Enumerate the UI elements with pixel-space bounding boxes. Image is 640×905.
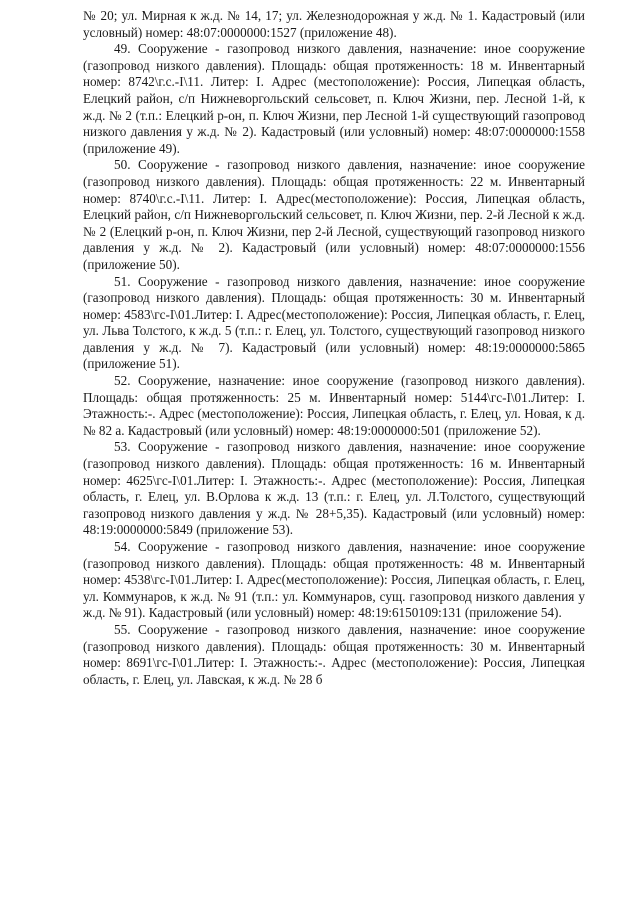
paragraph-item-51: 51. Сооружение - газопровод низкого давления, назначение: иное сооружение (газопровод низкого давления). Площадь: общая протяженность: 30 м. Инвентарный номер: 4583\гс-I\01.Литер: I. Адрес(местоположение): Россия, Липецкая область, г. Елец, ул. Льва Толстого, к ж.д. 5 (т.п.: г. Елец, ул. Толстого, существующий газопровод низкого давления у ж.д. № 7). Кадастровый (или условный) номер: 48:19:0000000:5865 (приложение 51). [83, 273, 585, 372]
paragraph-48-continuation: № 20; ул. Мирная к ж.д. № 14, 17; ул. Железнодорожная у ж.д. № 1. Кадастровый (или условный) номер: 48:07:0000000:1527 (приложение 48). [83, 8, 585, 40]
paragraph-item-53: 53. Сооружение - газопровод низкого давления, назначение: иное сооружение (газопровод низкого давления). Площадь: общая протяженность: 16 м. Инвентарный номер: 4625\гс-I\01.Литер: I. Этажность:-. Адрес (местоположение): Россия, Липецкая область, г. Елец, ул. В.Орлова к ж.д. 13 (т.п.: г. Елец, ул. Л.Толстого, существующий газопровод низкого давления у ж.д. № 28+5,35). Кадастровый (или условный) номер: 48:19:0000000:5849 (приложение 53). [83, 439, 585, 538]
paragraph-item-54: 54. Сооружение - газопровод низкого давления, назначение: иное сооружение (газопровод низкого давления). Площадь: общая протяженность: 48 м. Инвентарный номер: 4538\гс-I\01.Литер: I. Адрес(местоположение): Россия, Липецкая область, г. Елец, ул. Коммунаров, к ж.д. № 91 (т.п.: ул. Коммунаров, сущ. газопровод низкого давления у ж.д. № 91). Кадастровый (или условный) номер: 48:19:6150109:131 (приложение 54). [83, 539, 585, 621]
paragraph-item-55: 55. Сооружение - газопровод низкого давления, назначение: иное сооружение (газопровод низкого давления). Площадь: общая протяженность: 30 м. Инвентарный номер: 8691\гс-I\01.Литер: I. Этажность:-. Адрес (местоположение): Россия, Липецкая область, г. Елец, ул. Лавская, к ж.д. № 28 б [83, 621, 585, 687]
paragraph-item-50: 50. Сооружение - газопровод низкого давления, назначение: иное сооружение (газопровод низкого давления). Площадь: общая протяженность: 22 м. Инвентарный номер: 8740\г.с.-I\11. Литер: I. Адрес(местоположение): Россия, Липецкая область, Елецкий район, с/п Нижневоргольский сельсовет, п. Ключ Жизни, пер. 2-й Лесной к ж.д. № 2 (Елецкий р-он, п. Ключ Жизни, пер 2-й Лесной, существующий газопровод низкого давления у ж.д. № 2). Кадастровый (или условный) номер: 48:07:0000000:1556 (приложение 50). [83, 157, 585, 272]
paragraph-item-49: 49. Сооружение - газопровод низкого давления, назначение: иное сооружение (газопровод низкого давления). Площадь: общая протяженность: 18 м. Инвентарный номер: 8742\г.с.-I\11. Литер: I. Адрес (местоположение): Россия, Липецкая область, Елецкий район, с/п Нижневоргольский сельсовет, п. Ключ Жизни, пер. Лесной 1-й, к ж.д. № 2 (т.п.: Елецкий р-он, п. Ключ Жизни, пер Лесной 1-й существующий газопровод низкого давления у ж.д. № 2). Кадастровый (или условный) номер: 48:07:0000000:1558 (приложение 49). [83, 41, 585, 156]
document-page [83, 8, 585, 688]
paragraph-item-52: 52. Сооружение, назначение: иное сооружение (газопровод низкого давления). Площадь: общая протяженность: 25 м. Инвентарный номер: 5144\гс-I\01.Литер: I. Этажность:-. Адрес (местоположение): Россия, Липецкая область, г. Елец, ул. Новая, к д. № 82 а. Кадастровый (или условный) номер: 48:19:0000000:501 (приложение 52). [83, 373, 585, 438]
